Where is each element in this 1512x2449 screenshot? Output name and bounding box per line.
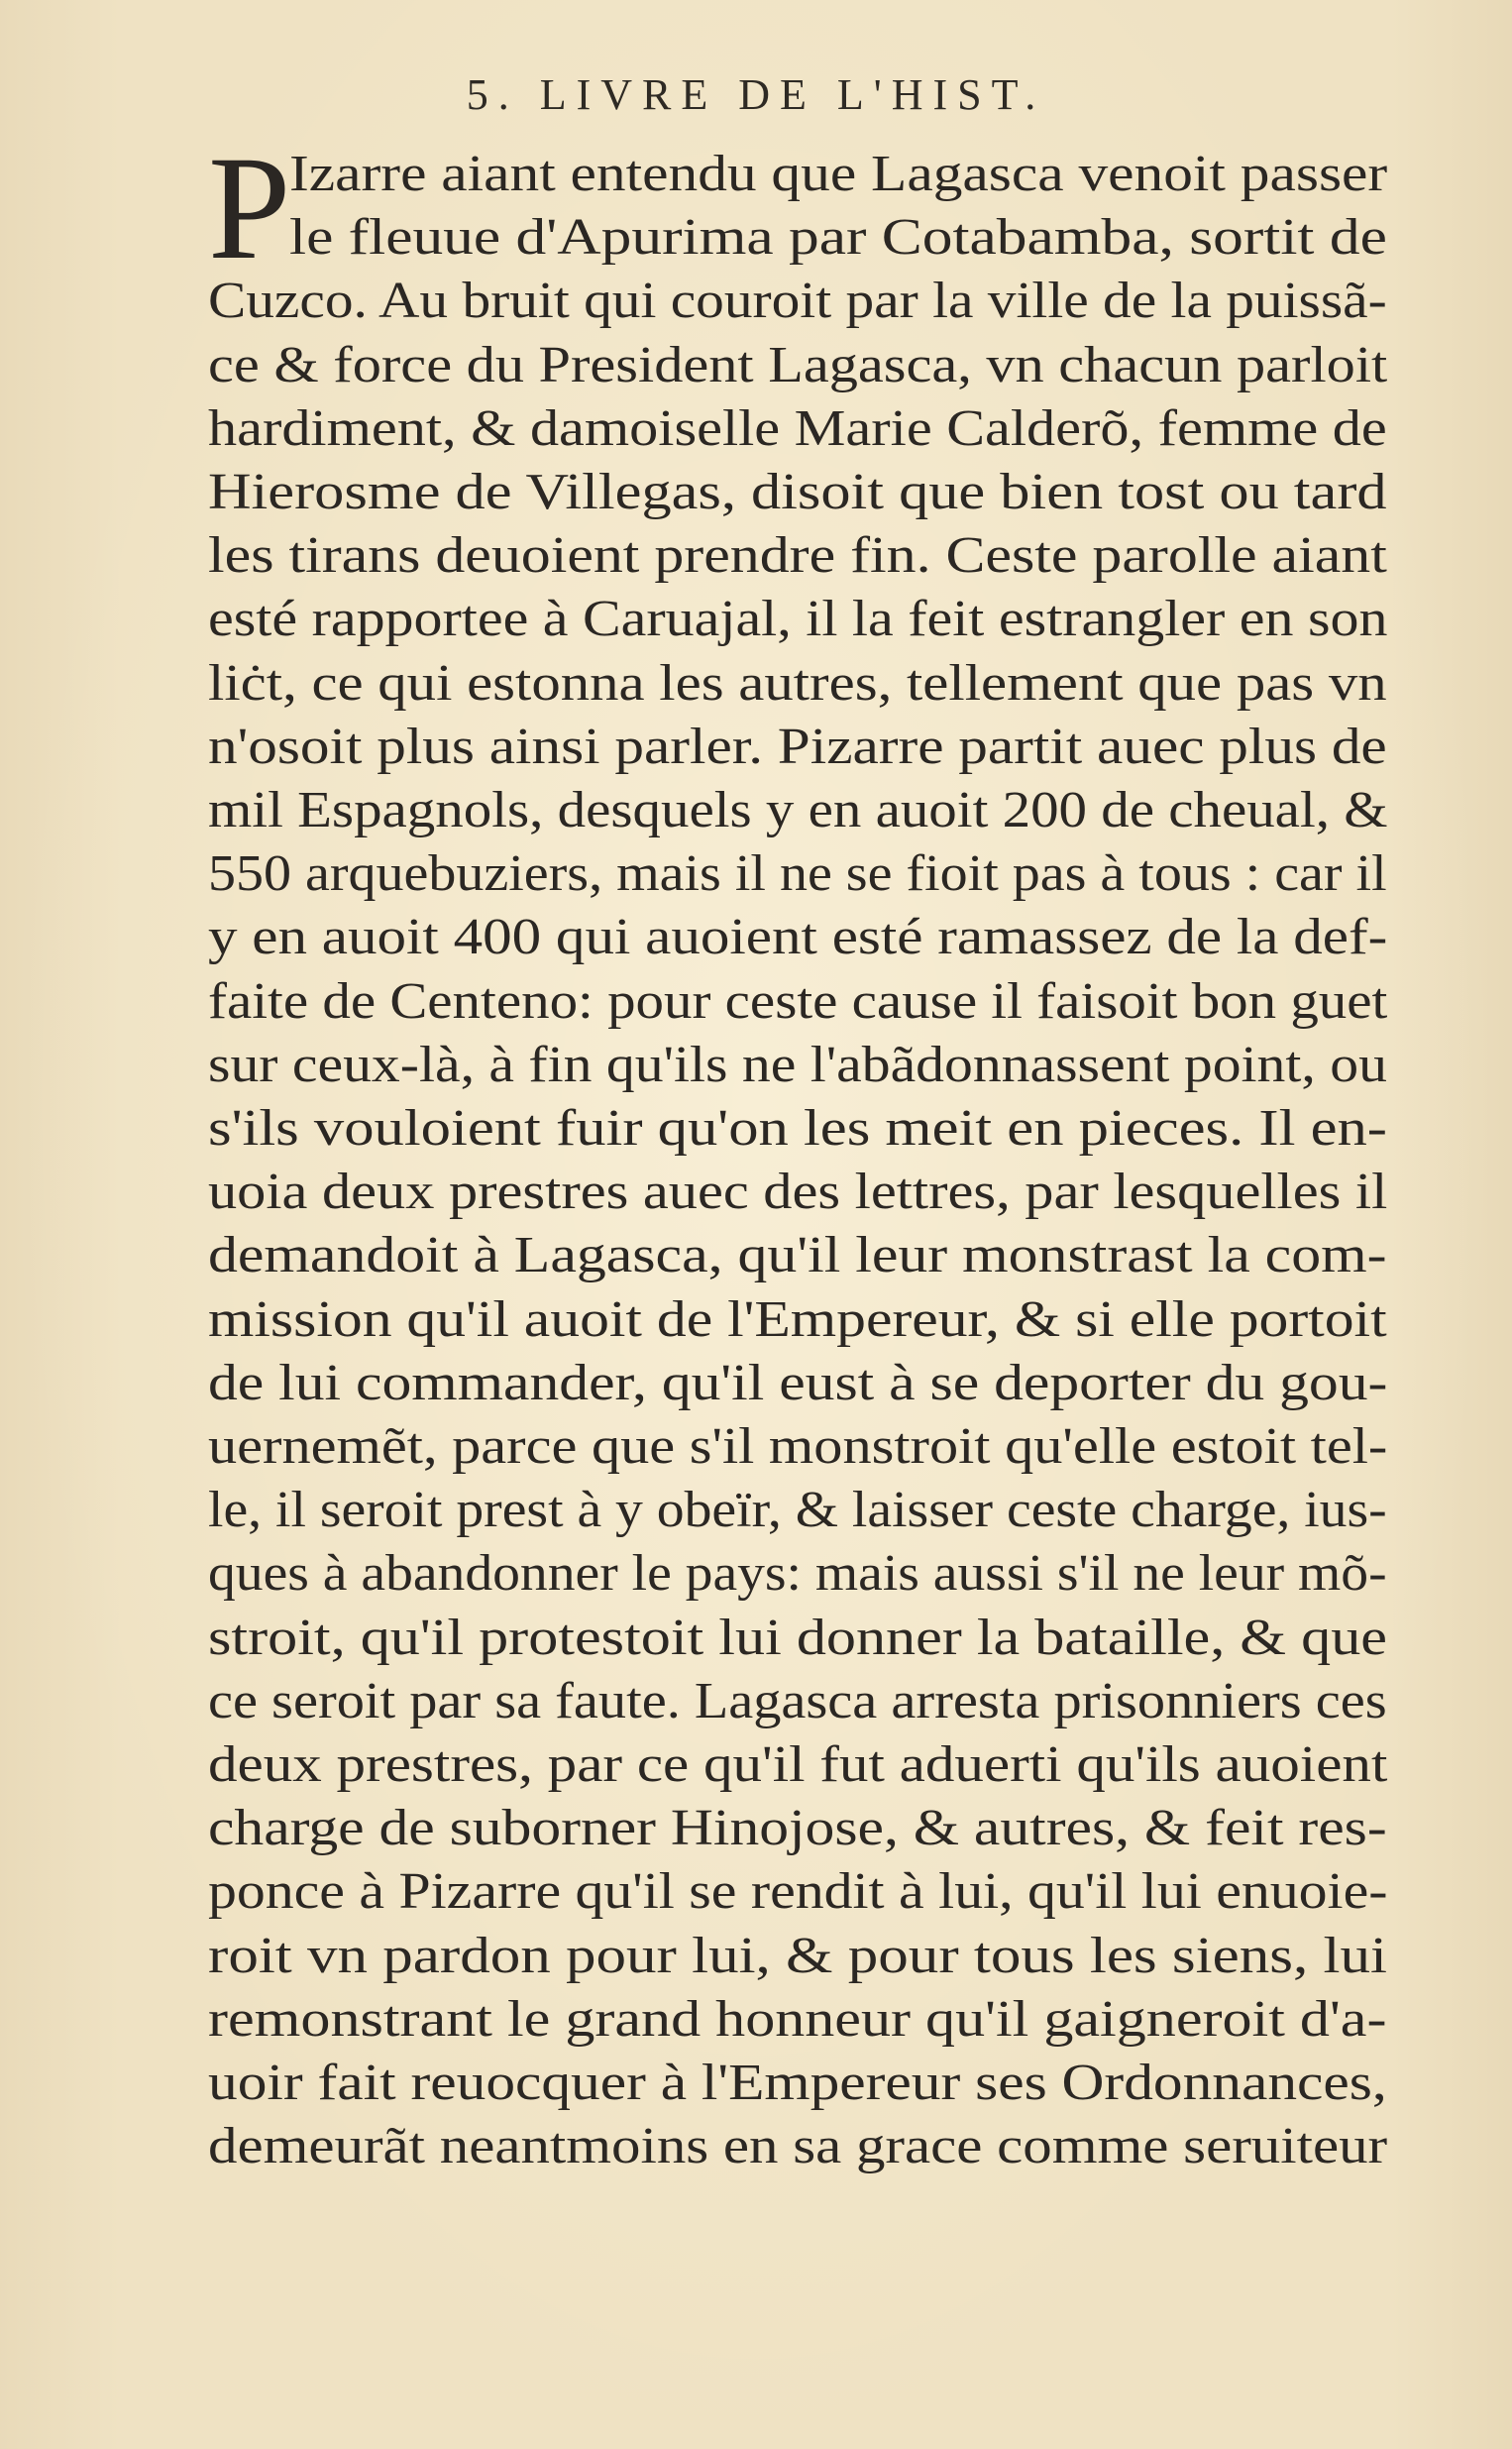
text-line: ce seroit par sa faute. Lagasca arresta prisonniers ces (208, 1672, 1387, 1729)
text-line: faite de Centeno: pour ceste cause il faisoit bon guet (208, 972, 1388, 1030)
text-line: Izarre aiant entendu que Lagasca venoit passer (289, 146, 1388, 202)
text-line: liċt, ce qui estonna les autres, tellement que pas vn (208, 654, 1387, 712)
text-line: le, il seroit prest à y obeïr, & laisser ceste charge, ius- (208, 1482, 1387, 1539)
text-line: y en auoit 400 qui auoient esté ramassez de la def- (208, 909, 1388, 966)
text-line: demeurãt neantmoins en sa grace comme seruiteur (208, 2118, 1388, 2175)
text-line: ponce à Pizarre qu'il se rendit à lui, qu'il lui enuoie- (208, 1863, 1388, 1921)
text-line: de lui commander, qu'il eust à se deporter du gou- (208, 1354, 1388, 1411)
text-line: ce & force du President Lagasca, vn chacun parloit (208, 336, 1388, 393)
text-line: deux prestres, par ce qu'il fut aduerti qu'ils auoient (208, 1736, 1388, 1793)
text-line: le fleuue d'Apurima par Cotabamba, sortit de (289, 209, 1387, 267)
text-line: uoia deux prestres auec des lettres, par lesquelles il (208, 1164, 1388, 1221)
text-line: n'osoit plus ainsi parler. Pizarre partit auec plus de (208, 718, 1387, 775)
text-line: ques à abandonner le pays: mais aussi s'il ne leur mõ- (208, 1545, 1387, 1603)
running-head: 5. LIVRE DE L'HIST. (466, 70, 1046, 119)
text-line: uernemẽt, parce que s'il monstroit qu'elle estoit tel- (208, 1418, 1388, 1475)
text-line: demandoit à Lagasca, qu'il leur monstrast la com- (208, 1227, 1387, 1284)
text-line: hardiment, & damoiselle Marie Calderõ, femme de (208, 399, 1387, 457)
text-line: s'ils vouloient fuir qu'on les meit en pieces. Il en- (208, 1100, 1387, 1157)
text-line: esté rapportee à Caruajal, il la feit estrangler en son (208, 591, 1388, 648)
text-line: 550 arquebuziers, mais il ne se fioit pas à tous : car il (208, 845, 1387, 903)
text-line: uoir fait reuocquer à l'Empereur ses Ordonnances, (208, 2055, 1387, 2111)
text-line: Cuzco. Au bruit qui couroit par la ville de la puissã- (208, 273, 1387, 330)
drop-cap: P (208, 126, 291, 290)
text-line: sur ceux-là, à fin qu'ils ne l'abãdonnassent point, ou (208, 1036, 1387, 1093)
text-line: stroit, qu'il protestoit lui donner la bataille, & que (208, 1609, 1387, 1666)
text-line: mil Espagnols, desquels y en auoit 200 de cheual, & (208, 782, 1388, 838)
text-line: roit vn pardon pour lui, & pour tous les siens, lui (208, 1927, 1387, 1984)
text-line: Hierosme de Villegas, disoit que bien tost ou tard (208, 464, 1387, 520)
text-line: charge de suborner Hinojose, & autres, & feit res- (208, 1800, 1387, 1857)
text-line: remonstrant le grand honneur qu'il gaigneroit d'a- (208, 1990, 1387, 2048)
text-line: les tirans deuoient prendre fin. Ceste parolle aiant (208, 527, 1387, 585)
text-line: mission qu'il auoit de l'Empereur, & si elle portoit (208, 1290, 1387, 1348)
